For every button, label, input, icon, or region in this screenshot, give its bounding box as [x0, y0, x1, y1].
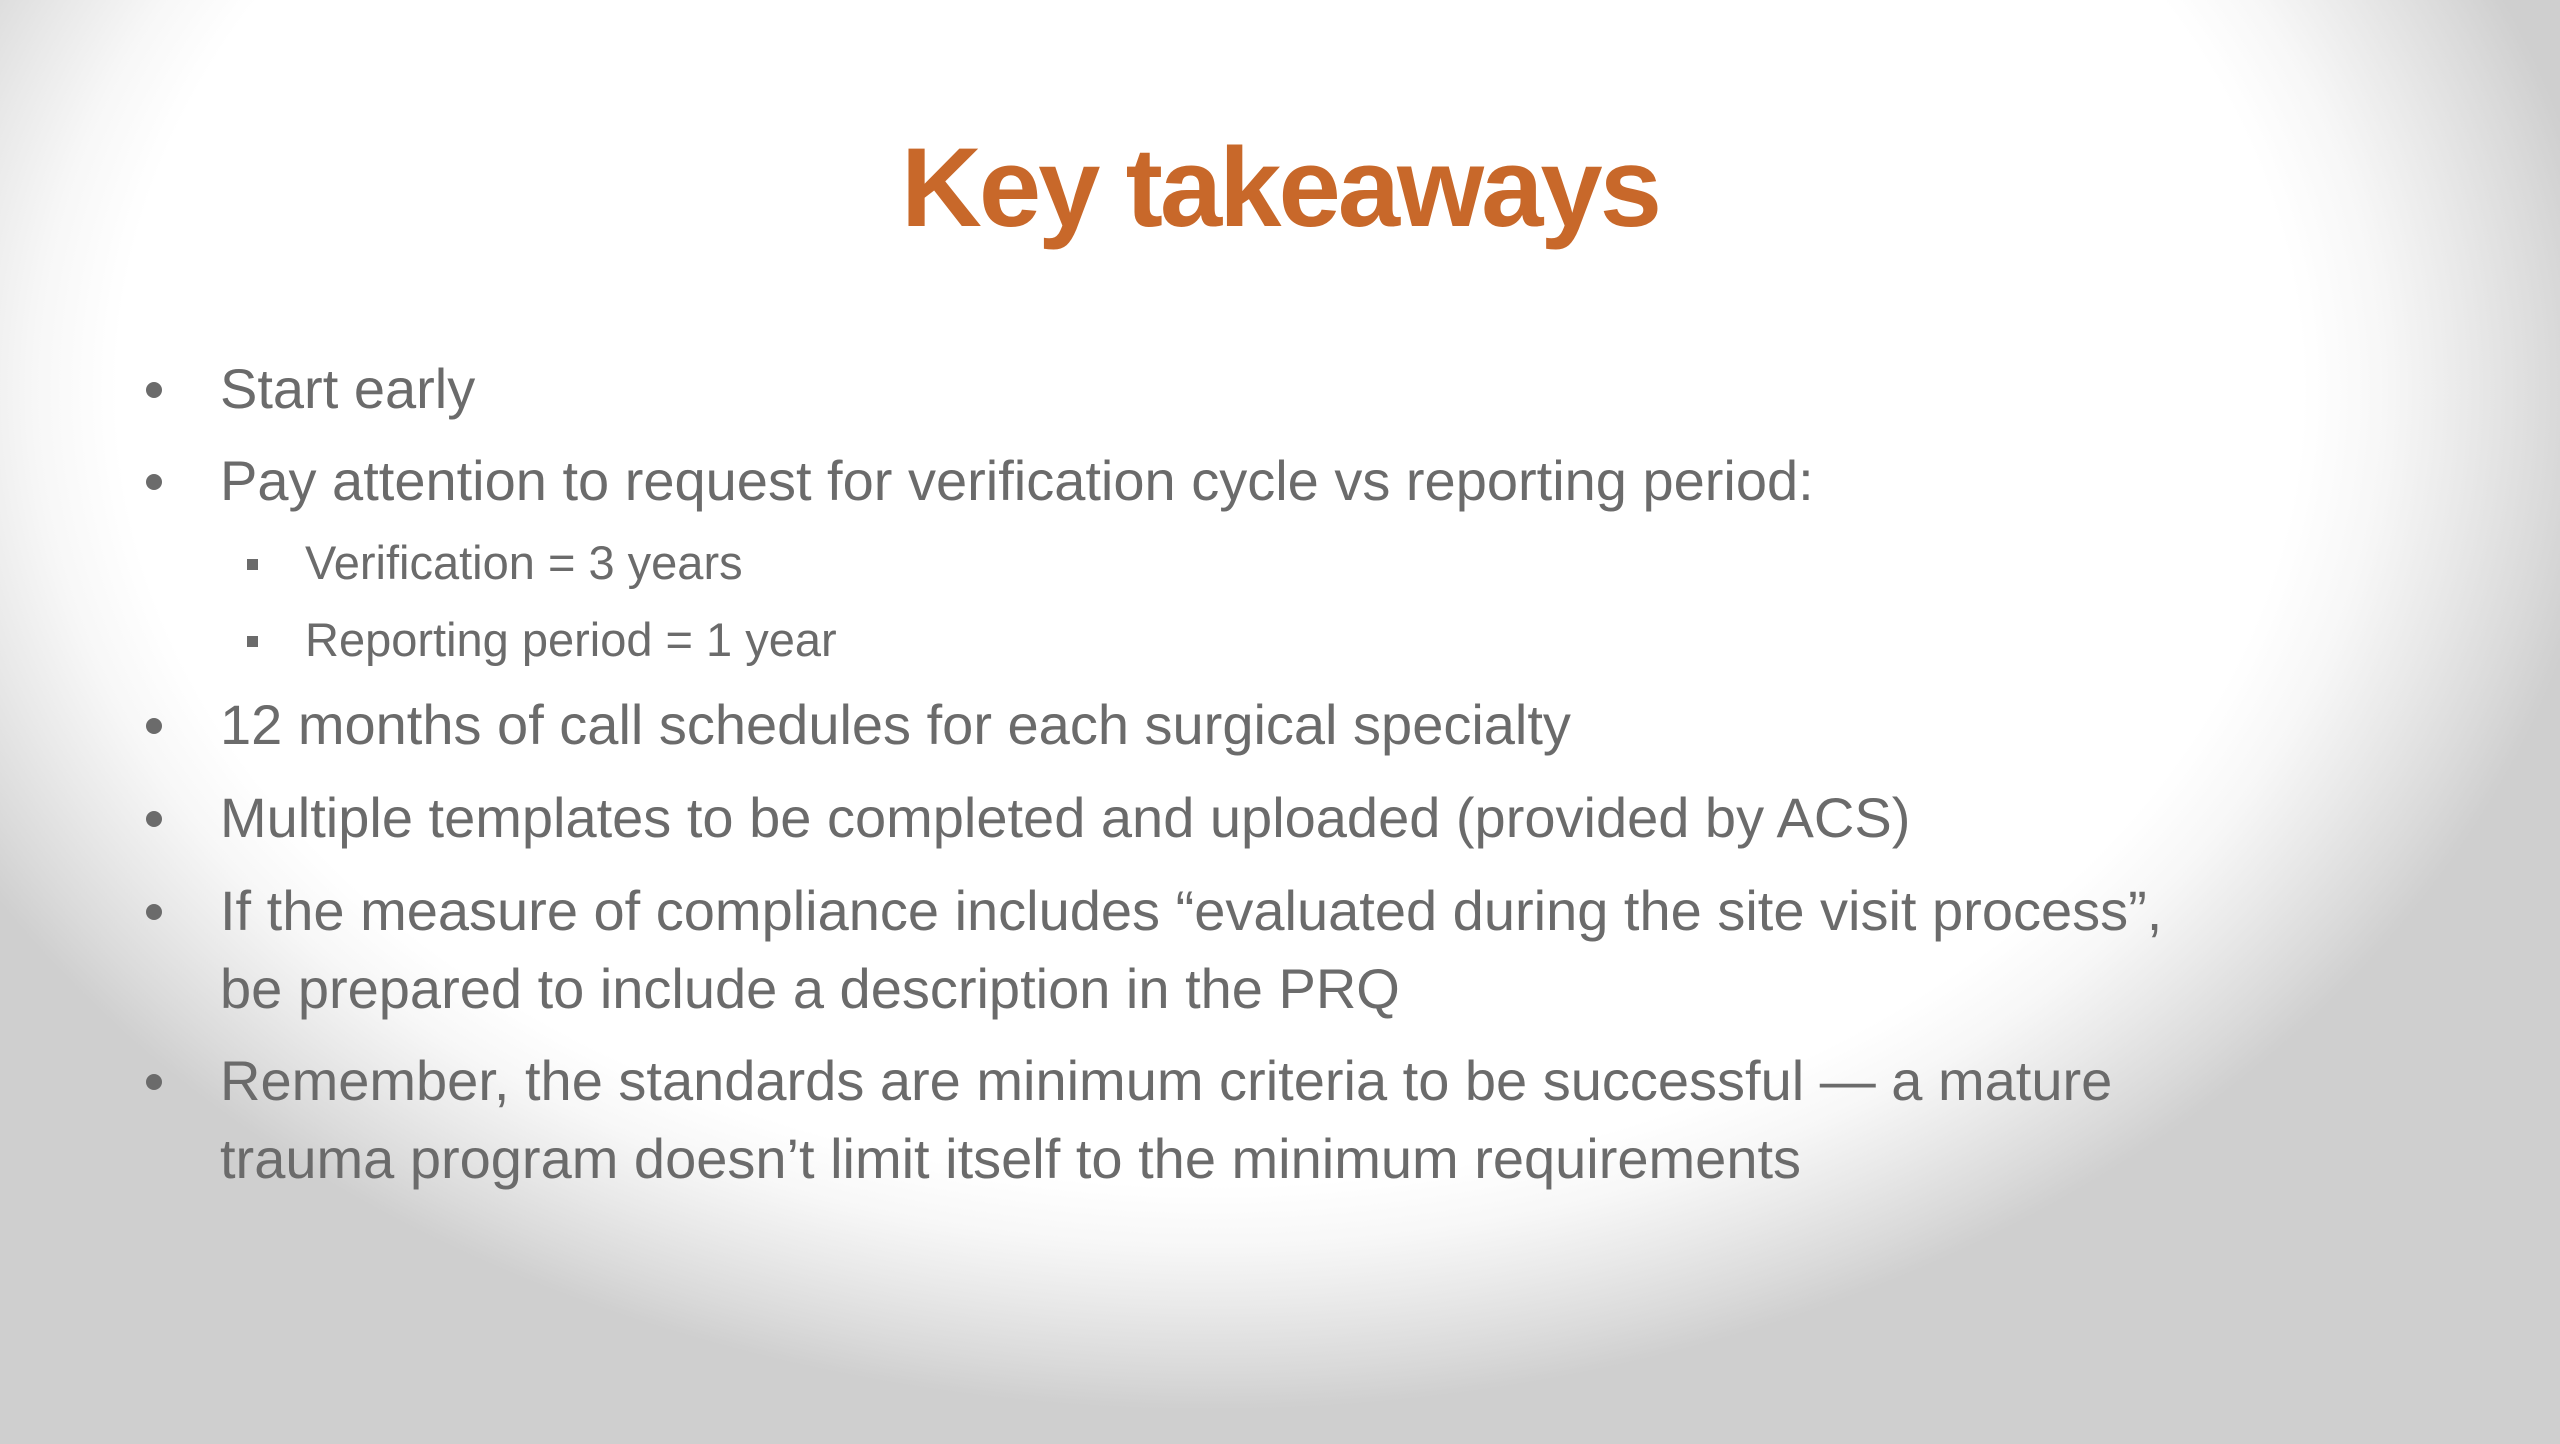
bullet-item: 12 months of call schedules for each surgical specialty: [220, 693, 1571, 756]
bullet-item-line: be prepared to include a description in the PRQ: [220, 957, 1400, 1020]
bullet-item: [220, 1042, 2112, 1198]
bullet-dot: [146, 718, 162, 734]
bullet-dot: [146, 474, 162, 490]
sub-bullet-item: Reporting period = 1 year: [305, 613, 837, 666]
sub-bullet-square: [247, 636, 258, 647]
bullet-item-line: If the measure of compliance includes “evaluated during the site visit process”,: [220, 879, 2163, 942]
bullet-item: [220, 872, 2162, 1028]
sub-bullet-square: [247, 559, 258, 570]
bullet-item: Start early: [220, 357, 476, 420]
bullet-dot: [146, 904, 162, 920]
bullet-item: Pay attention to request for verification cycle vs reporting period:: [220, 449, 1814, 512]
bullet-item: Multiple templates to be completed and uploaded (provided by ACS): [220, 786, 1911, 849]
bullet-dot: [146, 382, 162, 398]
bullet-item-line: trauma program doesn’t limit itself to the minimum requirements: [220, 1127, 1802, 1190]
bullet-dot: [146, 811, 162, 827]
bullet-item-line: Remember, the standards are minimum criteria to be successful — a mature: [220, 1049, 2113, 1112]
bullet-dot: [146, 1074, 162, 1090]
sub-bullet-item: Verification = 3 years: [305, 536, 743, 589]
slide-title: Key takeaways: [900, 125, 1659, 250]
